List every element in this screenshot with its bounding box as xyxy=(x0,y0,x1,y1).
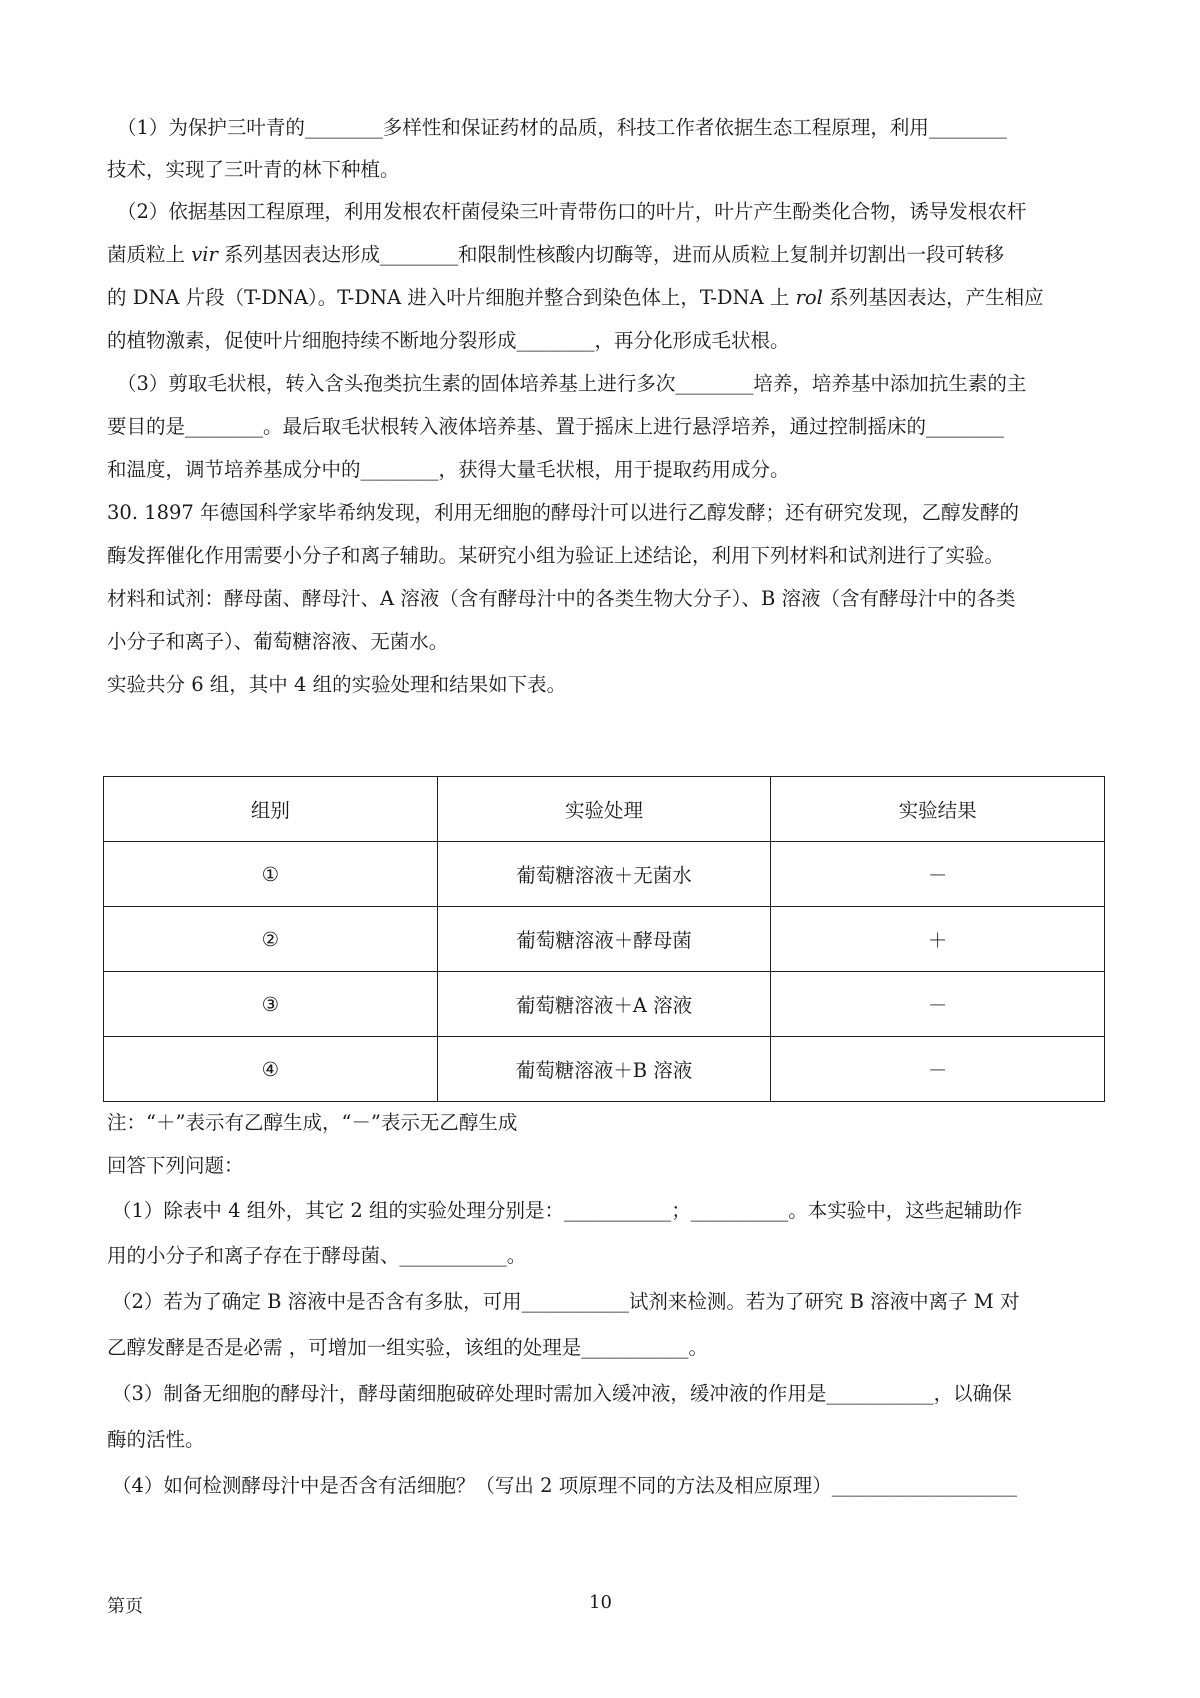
table-row xyxy=(104,842,1105,907)
q29-p2-line1: （2）依据基因工程原理，利用发根农杆菌侵染三叶青带伤口的叶片，叶片产生酚类化合物，诱导发根农杆 xyxy=(117,200,1027,223)
table-cell: 葡萄糖溶液＋无菌水 xyxy=(437,842,771,907)
table-cell: ＋ xyxy=(771,907,1105,972)
q30-a4-line: （4）如何检测酵母汁中是否含有活细胞？（写出 2 项原理不同的方法及相应原理）___________________ xyxy=(112,1474,1017,1497)
table-row xyxy=(104,907,1105,972)
table-header: 实验结果 xyxy=(771,777,1105,842)
q29-p3-line3: 和温度，调节培养基成分中的________，获得大量毛状根，用于提取药用成分。 xyxy=(107,458,790,481)
q30-a2-line2: 乙醇发酵是否是必需 ，可增加一组实验，该组的处理是___________。 xyxy=(107,1336,708,1359)
q30-line3: 材料和试剂：酵母菌、酵母汁、A 溶液（含有酵母汁中的各类生物大分子）、B 溶液（含有酵母汁中的各类 xyxy=(107,587,1016,610)
footer-label: 第页 xyxy=(107,1596,143,1617)
q29-p2-line4: 的植物激素，促使叶片细胞持续不断地分裂形成________，再分化形成毛状根。 xyxy=(107,329,790,352)
table-header-row xyxy=(104,777,1105,842)
table-cell: 葡萄糖溶液＋A 溶液 xyxy=(437,972,771,1037)
table-header: 实验处理 xyxy=(437,777,771,842)
q30-a2-line1: （2）若为了确定 B 溶液中是否含有多肽，可用___________试剂来检测。若为了研究 B 溶液中离子 M 对 xyxy=(112,1290,1020,1313)
q30-a1-line1: （1）除表中 4 组外，其它 2 组的实验处理分别是：___________；__________。本实验中，这些起辅助作 xyxy=(112,1199,1023,1222)
table-row xyxy=(104,1037,1105,1102)
table-note: 注：“＋”表示有乙醇生成，“－”表示无乙醇生成 xyxy=(107,1111,518,1134)
table-cell: 葡萄糖溶液＋B 溶液 xyxy=(437,1037,771,1102)
q30-line2: 酶发挥催化作用需要小分子和离子辅助。某研究小组为验证上述结论，利用下列材料和试剂进行了实验。 xyxy=(107,544,1005,567)
q29-p1-line2: 技术，实现了三叶青的林下种植。 xyxy=(107,158,400,181)
table-row xyxy=(104,972,1105,1037)
experiment-table xyxy=(103,776,1105,1102)
q30-line5: 实验共分 6 组，其中 4 组的实验处理和结果如下表。 xyxy=(107,673,567,696)
q29-p2-line2: 菌质粒上 vir 系列基因表达形成________和限制性核酸内切酶等，进而从质粒上复制并切割出一段可转移 xyxy=(107,243,1004,266)
q29-p3-line1: （3）剪取毛状根，转入含头孢类抗生素的固体培养基上进行多次________培养，培养基中添加抗生素的主 xyxy=(117,372,1027,395)
q29-p1-line1: （1）为保护三叶青的________多样性和保证药材的品质，科技工作者依据生态工程原理，利用________ xyxy=(117,116,1007,139)
q30-a3-line2: 酶的活性。 xyxy=(107,1428,205,1451)
q30-line4: 小分子和离子）、葡萄糖溶液、无菌水。 xyxy=(107,630,449,653)
q29-p3-line2: 要目的是________。最后取毛状根转入液体培养基、置于摇床上进行悬浮培养，通过控制摇床的________ xyxy=(107,415,1005,438)
table-cell: － xyxy=(771,842,1105,907)
answer-prompt: 回答下列问题： xyxy=(107,1154,244,1177)
q30-a3-line1: （3）制备无细胞的酵母汁，酵母菌细胞破碎处理时需加入缓冲液，缓冲液的作用是___________，以确保 xyxy=(112,1382,1012,1405)
q29-p2-line3: 的 DNA 片段（T-DNA）。T-DNA 进入叶片细胞并整合到染色体上，T-DNA 上 rol 系列基因表达，产生相应 xyxy=(107,286,1044,309)
table-cell: － xyxy=(771,1037,1105,1102)
q30-line1: 30. 1897 年德国科学家毕希纳发现，利用无细胞的酵母汁可以进行乙醇发酵；还有研究发现，乙醇发酵的 xyxy=(107,501,1020,524)
table-cell: 葡萄糖溶液＋酵母菌 xyxy=(437,907,771,972)
page-number: 10 xyxy=(589,1592,612,1613)
table-cell: ① xyxy=(104,842,438,907)
table-header: 组别 xyxy=(104,777,438,842)
q30-a1-line2: 用的小分子和离子存在于酵母菌、___________。 xyxy=(107,1244,527,1267)
table-cell: － xyxy=(771,972,1105,1037)
table-cell: ② xyxy=(104,907,438,972)
table-cell: ④ xyxy=(104,1037,438,1102)
table-cell: ③ xyxy=(104,972,438,1037)
